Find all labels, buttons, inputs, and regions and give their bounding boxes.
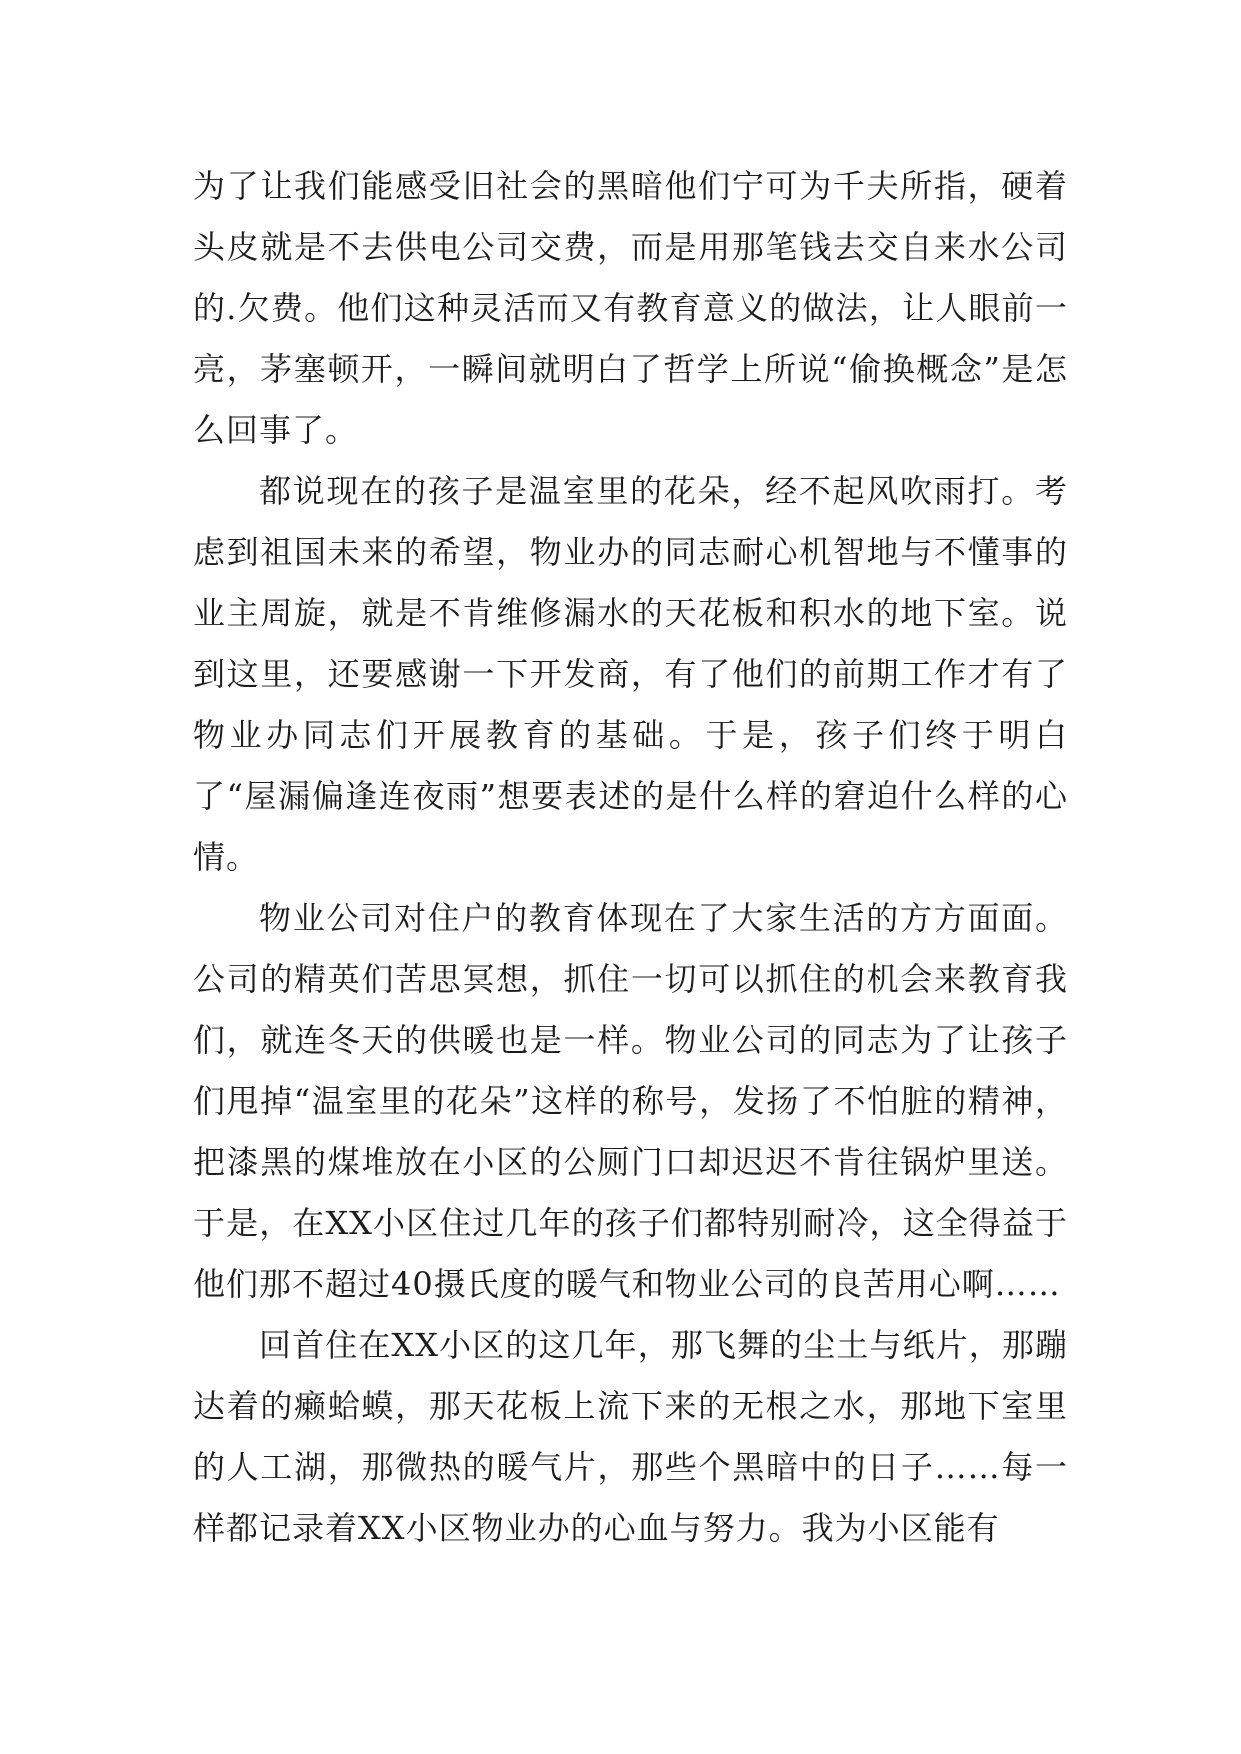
paragraph-1: 为了让我们能感受旧社会的黑暗他们宁可为千夫所指，硬着头皮就是不去供电公司交费，而是用那笔钱去交自来水公司的.欠费。他们这种灵活而又有教育意义的做法，让人眼前一亮，茅塞顿开，一瞬间就明白了哲学上所说“偷换概念”是怎么回事了。 bbox=[193, 167, 1068, 449]
paragraph-2: 都说现在的孩子是温室里的花朵，经不起风吹雨打。考虑到祖国未来的希望，物业办的同志耐心机智地与不懂事的业主周旋，就是不肯维修漏水的天花板和积水的地下室。说到这里，还要感谢一下开发商，有了他们的前期工作才有了物业办同志们开展教育的基础。于是，孩子们终于明白了“屋漏偏逢连夜雨”想要表述的是什么样的窘迫什么样的心情。 bbox=[193, 472, 1068, 876]
paragraph-3: 物业公司对住户的教育体现在了大家生活的方方面面。公司的精英们苦思冥想，抓住一切可以抓住的机会来教育我们，就连冬天的供暖也是一样。物业公司的同志为了让孩子们甩掉“温室里的花朵”这样的称号，发扬了不怕脏的精神，把漆黑的煤堆放在小区的公厕门口却迟迟不肯往锅炉里送。于是，在XX小区住过几年的孩子们都特别耐冷，这全得益于他们那不超过40摄氏度的暖气和物业公司的良苦用心啊…… bbox=[193, 899, 1068, 1303]
paragraph-4: 回首住在XX小区的这几年，那飞舞的尘土与纸片，那蹦达着的癞蛤蟆，那天花板上流下来的无根之水，那地下室里的人工湖，那微热的暖气片，那些个黑暗中的日子……每一样都记录着XX小区物业办的心血与努力。我为小区能有 bbox=[193, 1326, 1068, 1547]
document-body bbox=[193, 156, 1068, 1559]
